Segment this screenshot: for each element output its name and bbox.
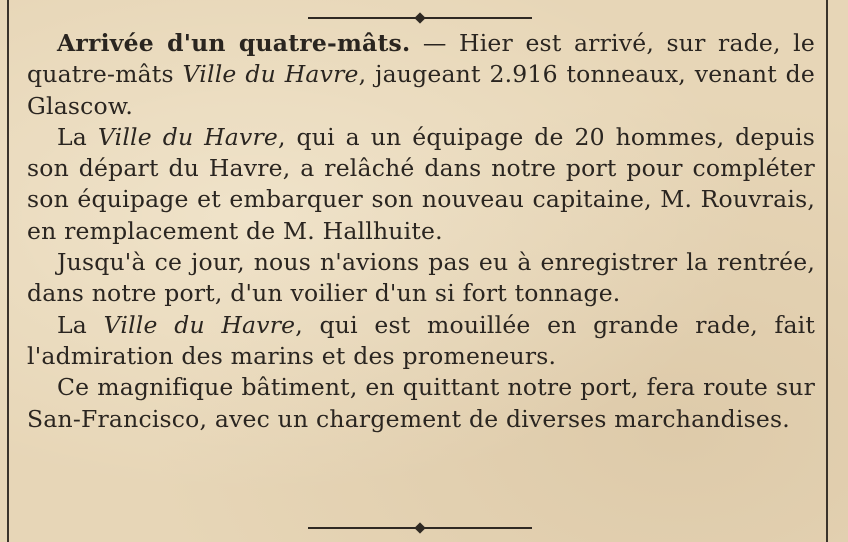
column-rule-left: [7, 0, 9, 542]
paragraph-3: Jusqu'à ce jour, nous n'avions pas eu à enregistrer la rentrée, dans notre port, d'un voilier d'un si fort tonnage.: [27, 248, 815, 308]
paragraph-1-text: — Hier est arrivé, sur rade, le quatre-mâts: [27, 29, 815, 89]
separator-ornament: [414, 12, 425, 23]
paragraph-4-start: La: [57, 310, 104, 339]
separator-ornament: [414, 522, 425, 533]
paragraph-2: [27, 122, 815, 247]
article-headline: Arrivée d'un quatre-mâts.: [57, 29, 411, 57]
column-rule-right: [826, 0, 828, 542]
separator-top: [308, 17, 532, 19]
paragraph-2-text: , qui a un équipage de 20 hommes, depuis son départ du Havre, a relâché dans notre port pour compléter son équipage et embarquer son nouveau capitaine, M. Rouvrais, en remplacement de M. Hallhuite.: [27, 122, 816, 245]
ship-name: Ville du Havre: [103, 310, 296, 339]
paragraph-1-end: , jaugeant 2.916 tonneaux, venant de Glascow.: [27, 60, 816, 120]
ship-name: Ville du Havre: [182, 60, 359, 89]
separator-bottom: [308, 527, 532, 529]
paragraph-1: [27, 28, 815, 122]
ship-name: Ville du Havre: [97, 122, 279, 151]
paragraph-5: Ce magnifique bâtiment, en quittant notre port, fera route sur San-Francisco, avec un chargement de diverses marchandises.: [27, 373, 815, 433]
paragraph-4: [27, 310, 815, 373]
article-body: [27, 28, 815, 435]
paragraph-2-start: La: [57, 122, 98, 151]
paragraph-4-text: , qui est mouillée en grande rade, fait l'admiration des marins et des promeneurs.: [27, 310, 816, 370]
